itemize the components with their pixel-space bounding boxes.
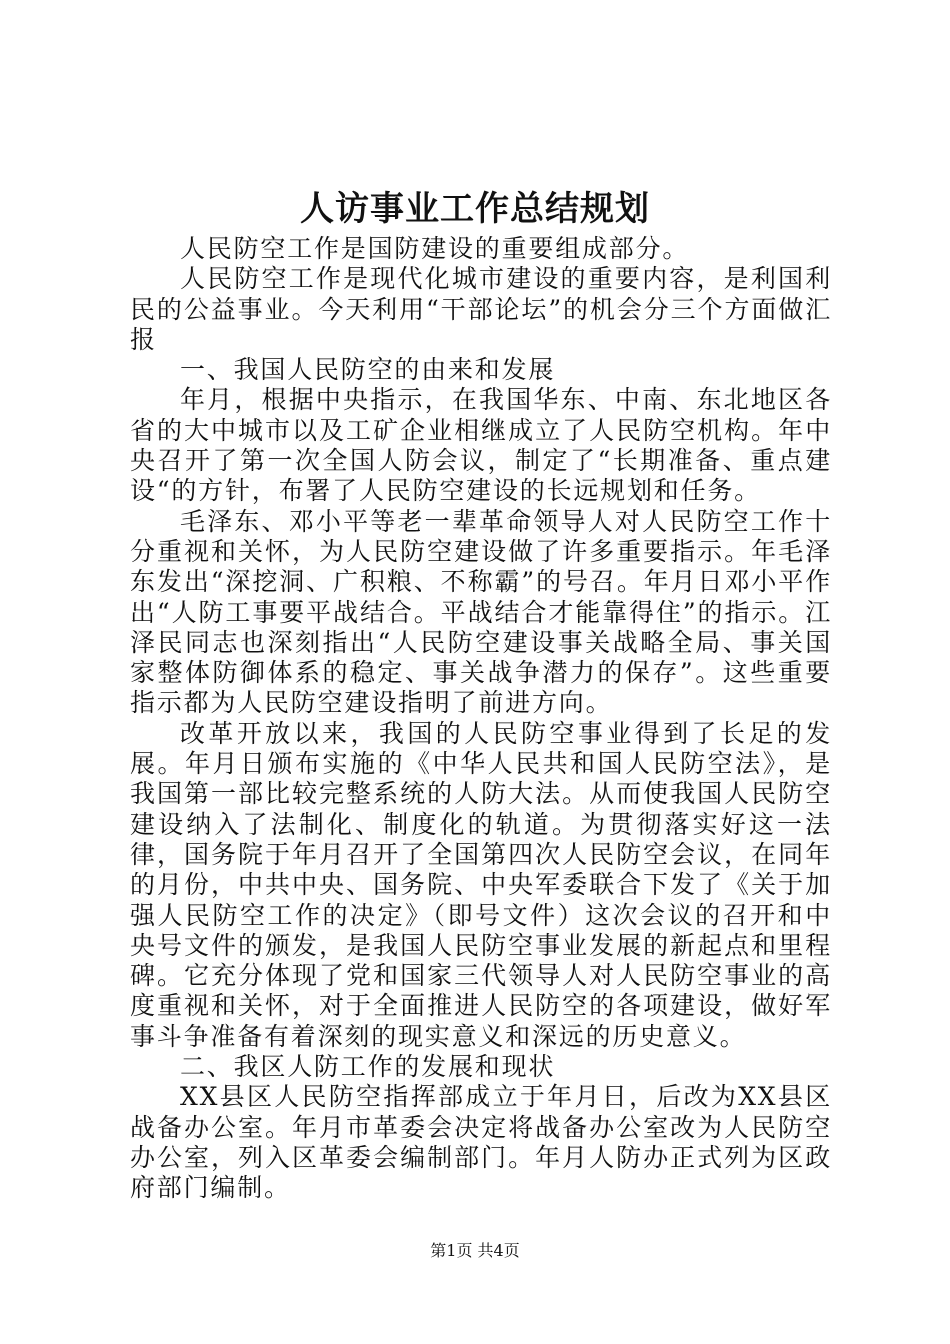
paragraph: XX县区人民防空指挥部成立于年月日，后改为XX县区战备办公室。年月市革委会决定将战备办公室改为人民防空办公室，列入区革委会编制部门。年月人防办正式列为区政府部门编制。 — [130, 1082, 832, 1203]
section-heading: 一、我国人民防空的由来和发展 — [180, 355, 556, 385]
paragraph: 人民防空工作是现代化城市建设的重要内容，是利国利民的公益事业。今天利用“干部论坛”的机会分三个方面做汇报 — [130, 264, 832, 354]
document-body — [130, 234, 832, 1204]
paragraph: 改革开放以来，我国的人民防空事业得到了长足的发展。年月日颁布实施的《中华人民共和国人民防空法》，是我国第一部比较完整系统的人防大法。从而使我国人民防空建设纳入了法制化、制度化的轨道。为贯彻落实好这一法律，国务院于年月召开了全国第四次人民防空会议，在同年的月份，中共中央、国务院、中央军委联合下发了《关于加强人民防空工作的决定》（即号文件）这次会议的召开和中央号文件的颁发，是我国人民防空事业发展的新起点和里程碑。它充分体现了党和国家三代领导人对人民防空事业的高度重视和关怀，对于全面推进人民防空的各项建设，做好军事斗争准备有着深刻的现实意义和深远的历史意义。 — [130, 718, 832, 1051]
paragraph: 毛泽东、邓小平等老一辈革命领导人对人民防空工作十分重视和关怀，为人民防空建设做了许多重要指示。年毛泽东发出“深挖洞、广积粮、不称霸”的号召。年月日邓小平作出“人防工事要平战结合。平战结合才能靠得住”的指示。江泽民同志也深刻指出“人民防空建设事关战略全局、事关国家整体防御体系的稳定、事关战争潜力的保存”。这些重要指示都为人民防空建设指明了前进方向。 — [130, 506, 832, 718]
page-number-footer: 第1页 共4页 — [430, 1241, 520, 1260]
paragraph: 人民防空工作是国防建设的重要组成部分。 — [180, 234, 690, 263]
document-title: 人访事业工作总结规划 — [300, 189, 650, 229]
paragraph: 年月，根据中央指示，在我国华东、中南、东北地区各省的大中城市以及工矿企业相继成立了人民防空机构。年中央召开了第一次全国人防会议，制定了“长期准备、重点建设“的方针，布署了人民防空建设的长远规划和任务。 — [130, 385, 832, 506]
section-heading: 二、我区人防工作的发展和现状 — [180, 1052, 556, 1082]
